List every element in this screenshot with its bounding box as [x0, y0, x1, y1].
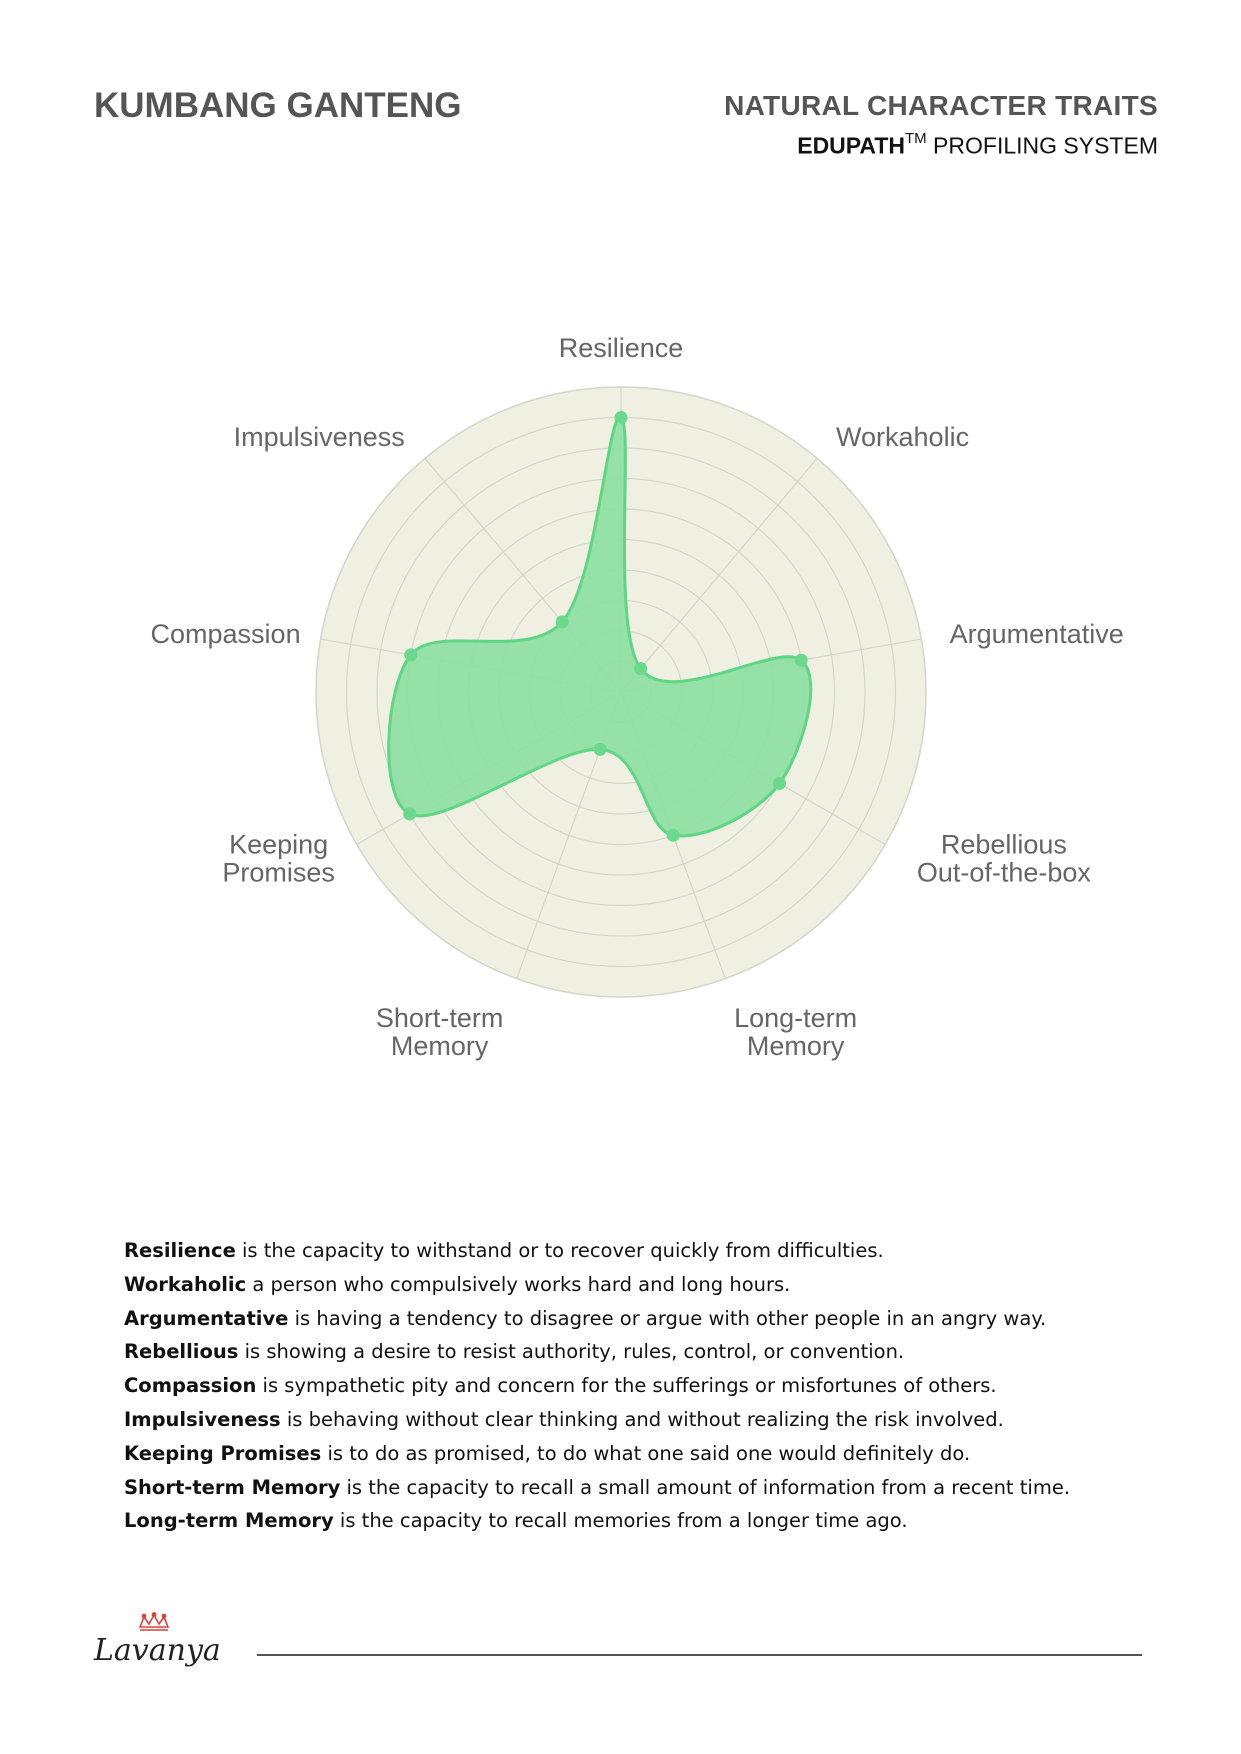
- lavanya-logo: [92, 1612, 242, 1672]
- footer-rule: [257, 1654, 1142, 1656]
- radar-data-point: [556, 615, 569, 628]
- radar-axis-label-line: Workaholic: [836, 421, 970, 452]
- definition-text: is the capacity to recall memories from a longer time ago.: [333, 1509, 908, 1533]
- definition-item: [124, 1403, 1070, 1437]
- radar-axis-label: [836, 422, 969, 452]
- definition-term: Compassion: [124, 1374, 257, 1398]
- definitions-list: [124, 1234, 1070, 1538]
- radar-data-point: [615, 411, 628, 424]
- report-title: NATURAL CHARACTER TRAITS: [724, 90, 1158, 121]
- definition-term: Short-term Memory: [124, 1475, 341, 1499]
- radar-data-point: [667, 829, 680, 842]
- radar-axis-label: [376, 1003, 504, 1061]
- radar-chart: [0, 300, 1241, 1100]
- radar-axis-label: [559, 333, 684, 363]
- definition-item: [124, 1234, 1070, 1268]
- definition-text: is having a tendency to disagree or argue with other people in an angry way.: [288, 1306, 1047, 1330]
- radar-axis-label-line: Memory: [390, 1030, 489, 1061]
- radar-axis-label: [734, 1003, 857, 1061]
- radar-axis-label-line: Impulsiveness: [233, 421, 405, 452]
- definition-term: Long-term Memory: [124, 1509, 334, 1533]
- crown-icon: [140, 1613, 168, 1630]
- definition-item: [124, 1437, 1070, 1471]
- definition-text: is to do as promised, to do what one said one would definitely do.: [321, 1441, 971, 1465]
- report-header: [724, 90, 1158, 160]
- system-name: [724, 132, 1158, 160]
- student-name: KUMBANG GANTENG: [94, 86, 462, 125]
- radar-data-point: [594, 743, 607, 756]
- definition-item: [124, 1471, 1070, 1505]
- definition-term: Workaholic: [124, 1272, 247, 1296]
- radar-axis-label: [950, 619, 1124, 649]
- radar-axis-label: [234, 422, 405, 452]
- definition-item: [124, 1302, 1070, 1336]
- definition-term: Argumentative: [124, 1306, 289, 1330]
- radar-data-point: [404, 648, 417, 661]
- definition-term: Impulsiveness: [124, 1407, 281, 1431]
- definition-item: [124, 1504, 1070, 1538]
- radar-axis-label-line: Argumentative: [949, 619, 1124, 650]
- radar-axis-label-line: Memory: [746, 1030, 845, 1061]
- radar-axis-label-line: Short-term: [375, 1002, 504, 1033]
- radar-data-point: [773, 777, 786, 790]
- definition-text: is sympathetic pity and concern for the sufferings or misfortunes of others.: [256, 1374, 997, 1398]
- definition-term: Resilience: [124, 1239, 236, 1262]
- radar-axis-label-line: Out-of-the-box: [916, 857, 1091, 888]
- definition-text: is behaving without clear thinking and without realizing the risk involved.: [280, 1407, 1004, 1431]
- definition-term: Keeping Promises: [124, 1441, 322, 1465]
- radar-axis-label-line: Resilience: [558, 333, 684, 363]
- radar-axis-label-line: Rebellious: [940, 829, 1067, 860]
- radar-axis-label-line: Keeping: [229, 829, 329, 860]
- radar-axis-label-line: Promises: [222, 857, 335, 888]
- definition-item: [124, 1369, 1070, 1403]
- definition-text: is showing a desire to resist authority, rules, control, or convention.: [238, 1340, 905, 1364]
- radar-axis-label-line: Long-term: [734, 1002, 858, 1033]
- radar-axis-label-line: Compassion: [150, 619, 301, 650]
- radar-data-point: [634, 662, 647, 675]
- definition-term: Rebellious: [124, 1340, 239, 1364]
- radar-axis-label: [222, 830, 335, 888]
- definition-text: is the capacity to withstand or to recover quickly from difficulties.: [235, 1239, 884, 1262]
- radar-data-point: [403, 808, 416, 821]
- radar-axis-label: [917, 830, 1092, 888]
- radar-axis-label: [151, 619, 301, 649]
- definition-text: is the capacity to recall a small amount of information from a recent time.: [340, 1475, 1071, 1499]
- system-suffix: PROFILING SYSTEM: [926, 132, 1158, 159]
- logo-text: Lavanya: [94, 1633, 221, 1668]
- trademark-mark: TM: [905, 130, 927, 147]
- definition-text: a person who compulsively works hard and long hours.: [246, 1272, 791, 1296]
- system-brand: EDUPATH: [797, 132, 905, 159]
- definition-item: [124, 1335, 1070, 1369]
- definition-item: [124, 1268, 1070, 1302]
- radar-data-point: [795, 654, 808, 667]
